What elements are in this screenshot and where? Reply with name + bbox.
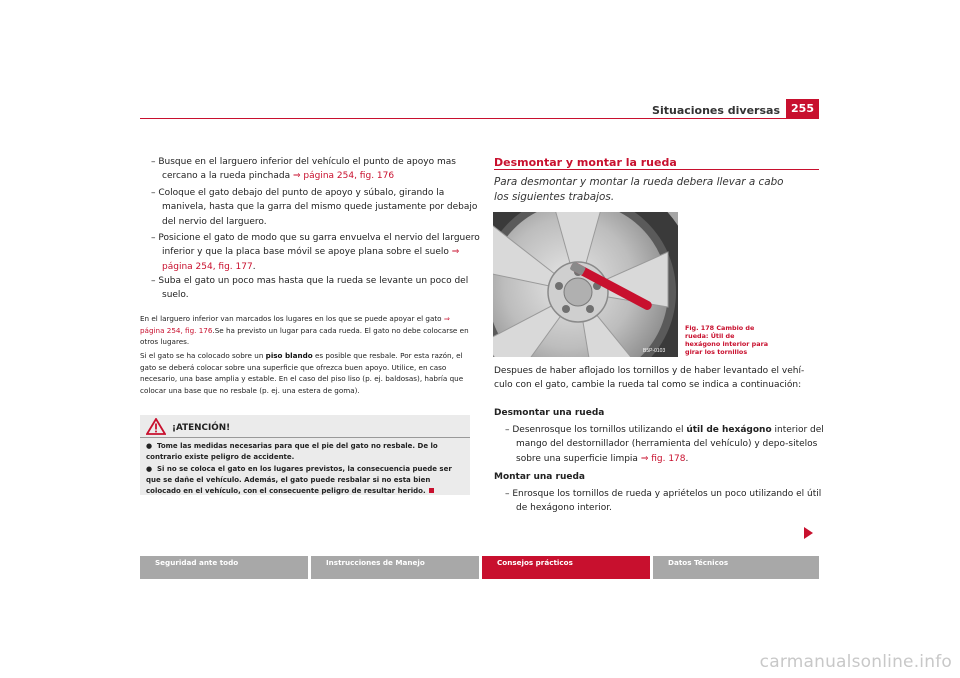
step-remove: – Desenrosque los tornillos utilizando el útil de hexágono interior del mango del destornillador (herramienta del vehículo) y depo-sitelos sobre una superficie limpia ⇒ fig. 178. <box>505 425 824 464</box>
warning-title: ¡ATENCIÓN! <box>172 423 231 433</box>
intro-paragraph: Despues de haber aflojado los tornillos y de haber levantado el vehí-culo con el gato, cambie la rueda tal como se indica a continuación: <box>494 366 805 391</box>
subheading-remove: Desmontar una rueda <box>494 408 605 418</box>
step-2: – Coloque el gato debajo del punto de apoyo y súbalo, girando la manivela, hasta que la garra del mismo quede justamente por debajo del nervio del larguero. <box>151 188 478 227</box>
tab-seguridad[interactable]: Seguridad ante todo <box>140 556 308 579</box>
footer-nav <box>140 556 819 579</box>
wheel-figure <box>493 212 678 357</box>
note-1: En el larguero inferior van marcados los lugares en los que se puede apoyar el gato ⇒ página 254, fig. 176.Se ha previsto un lugar para cada rueda. El gato no debe colocarse en otros lugares. <box>140 314 469 347</box>
warning-item: ● Si no se coloca el gato en los lugares previstos, la consecuencia puede ser que se dañe el vehículo. Además, el gato puede resbalar si no esta bien colocado en el vehículo, con el consecuente peligro de resultar herido. <box>146 464 452 496</box>
page-number: 255 <box>786 99 819 118</box>
header-rule <box>140 118 819 119</box>
warning-divider <box>140 437 470 438</box>
warning-item: ● Tome las medidas necesarias para que el pie del gato no resbale. De lo contrario existe peligro de accidente. <box>146 442 438 462</box>
warning-text <box>146 441 466 497</box>
figure-link[interactable]: ⇒ fig. 178 <box>640 453 686 464</box>
section-rule <box>494 169 819 170</box>
subheading-mount: Montar una rueda <box>494 472 585 482</box>
figure-caption: Fig. 178 Cambio de rueda: Útil de hexágono interior para girar los tornillos <box>685 324 769 356</box>
figure-code: B5P-0103 <box>643 348 666 354</box>
page-link[interactable]: ⇒ página 254, fig. 176 <box>140 314 450 335</box>
next-page-arrow-icon[interactable] <box>804 527 813 539</box>
step-1: – Busque en el larguero inferior del vehículo el punto de apoyo mas cercano a la rueda pinchada ⇒ página 254, fig. 176 <box>151 157 456 182</box>
tab-consejos[interactable]: Consejos prácticos <box>482 556 650 579</box>
wheel-illustration <box>493 212 678 357</box>
note-2: Si el gato se ha colocado sobre un piso blando es posible que resbale. Por esta razón, el gato se deberá colocar sobre una superficie que ofrezca buen apoyo. Utilice, en caso necesario, una base amplia y estable. En el caso del piso liso (p. ej. baldosas), habría que colocar una base que no resbale (p. ej. una estera de goma). <box>140 351 464 395</box>
watermark: carmanualsonline.info <box>759 652 952 672</box>
page-link[interactable]: ⇒ página 254, fig. 176 <box>292 171 395 182</box>
tab-datos[interactable]: Datos Técnicos <box>653 556 819 579</box>
chapter-title: Situaciones diversas <box>652 104 780 117</box>
end-square-icon <box>429 488 434 493</box>
step-mount: – Enrosque los tornillos de rueda y apriételos un poco utilizando el útil de hexágono interior. <box>505 489 822 514</box>
section-title: Desmontar y montar la rueda <box>494 156 677 169</box>
step-3: – Posicione el gato de modo que su garra envuelva el nervio del larguero inferior y que la placa base móvil se apoye plana sobre el suelo ⇒ página 254, fig. 177. <box>151 233 480 272</box>
page-link[interactable]: ⇒ página 254, fig. 177 <box>162 247 460 272</box>
section-intro: Para desmontar y montar la rueda debera llevar a cabo los siguientes trabajos. <box>494 176 784 203</box>
step-4: – Suba el gato un poco mas hasta que la rueda se levante un poco del suelo. <box>151 276 469 301</box>
tab-instrucciones[interactable]: Instrucciones de Manejo <box>311 556 479 579</box>
warning-triangle-icon <box>146 418 166 435</box>
